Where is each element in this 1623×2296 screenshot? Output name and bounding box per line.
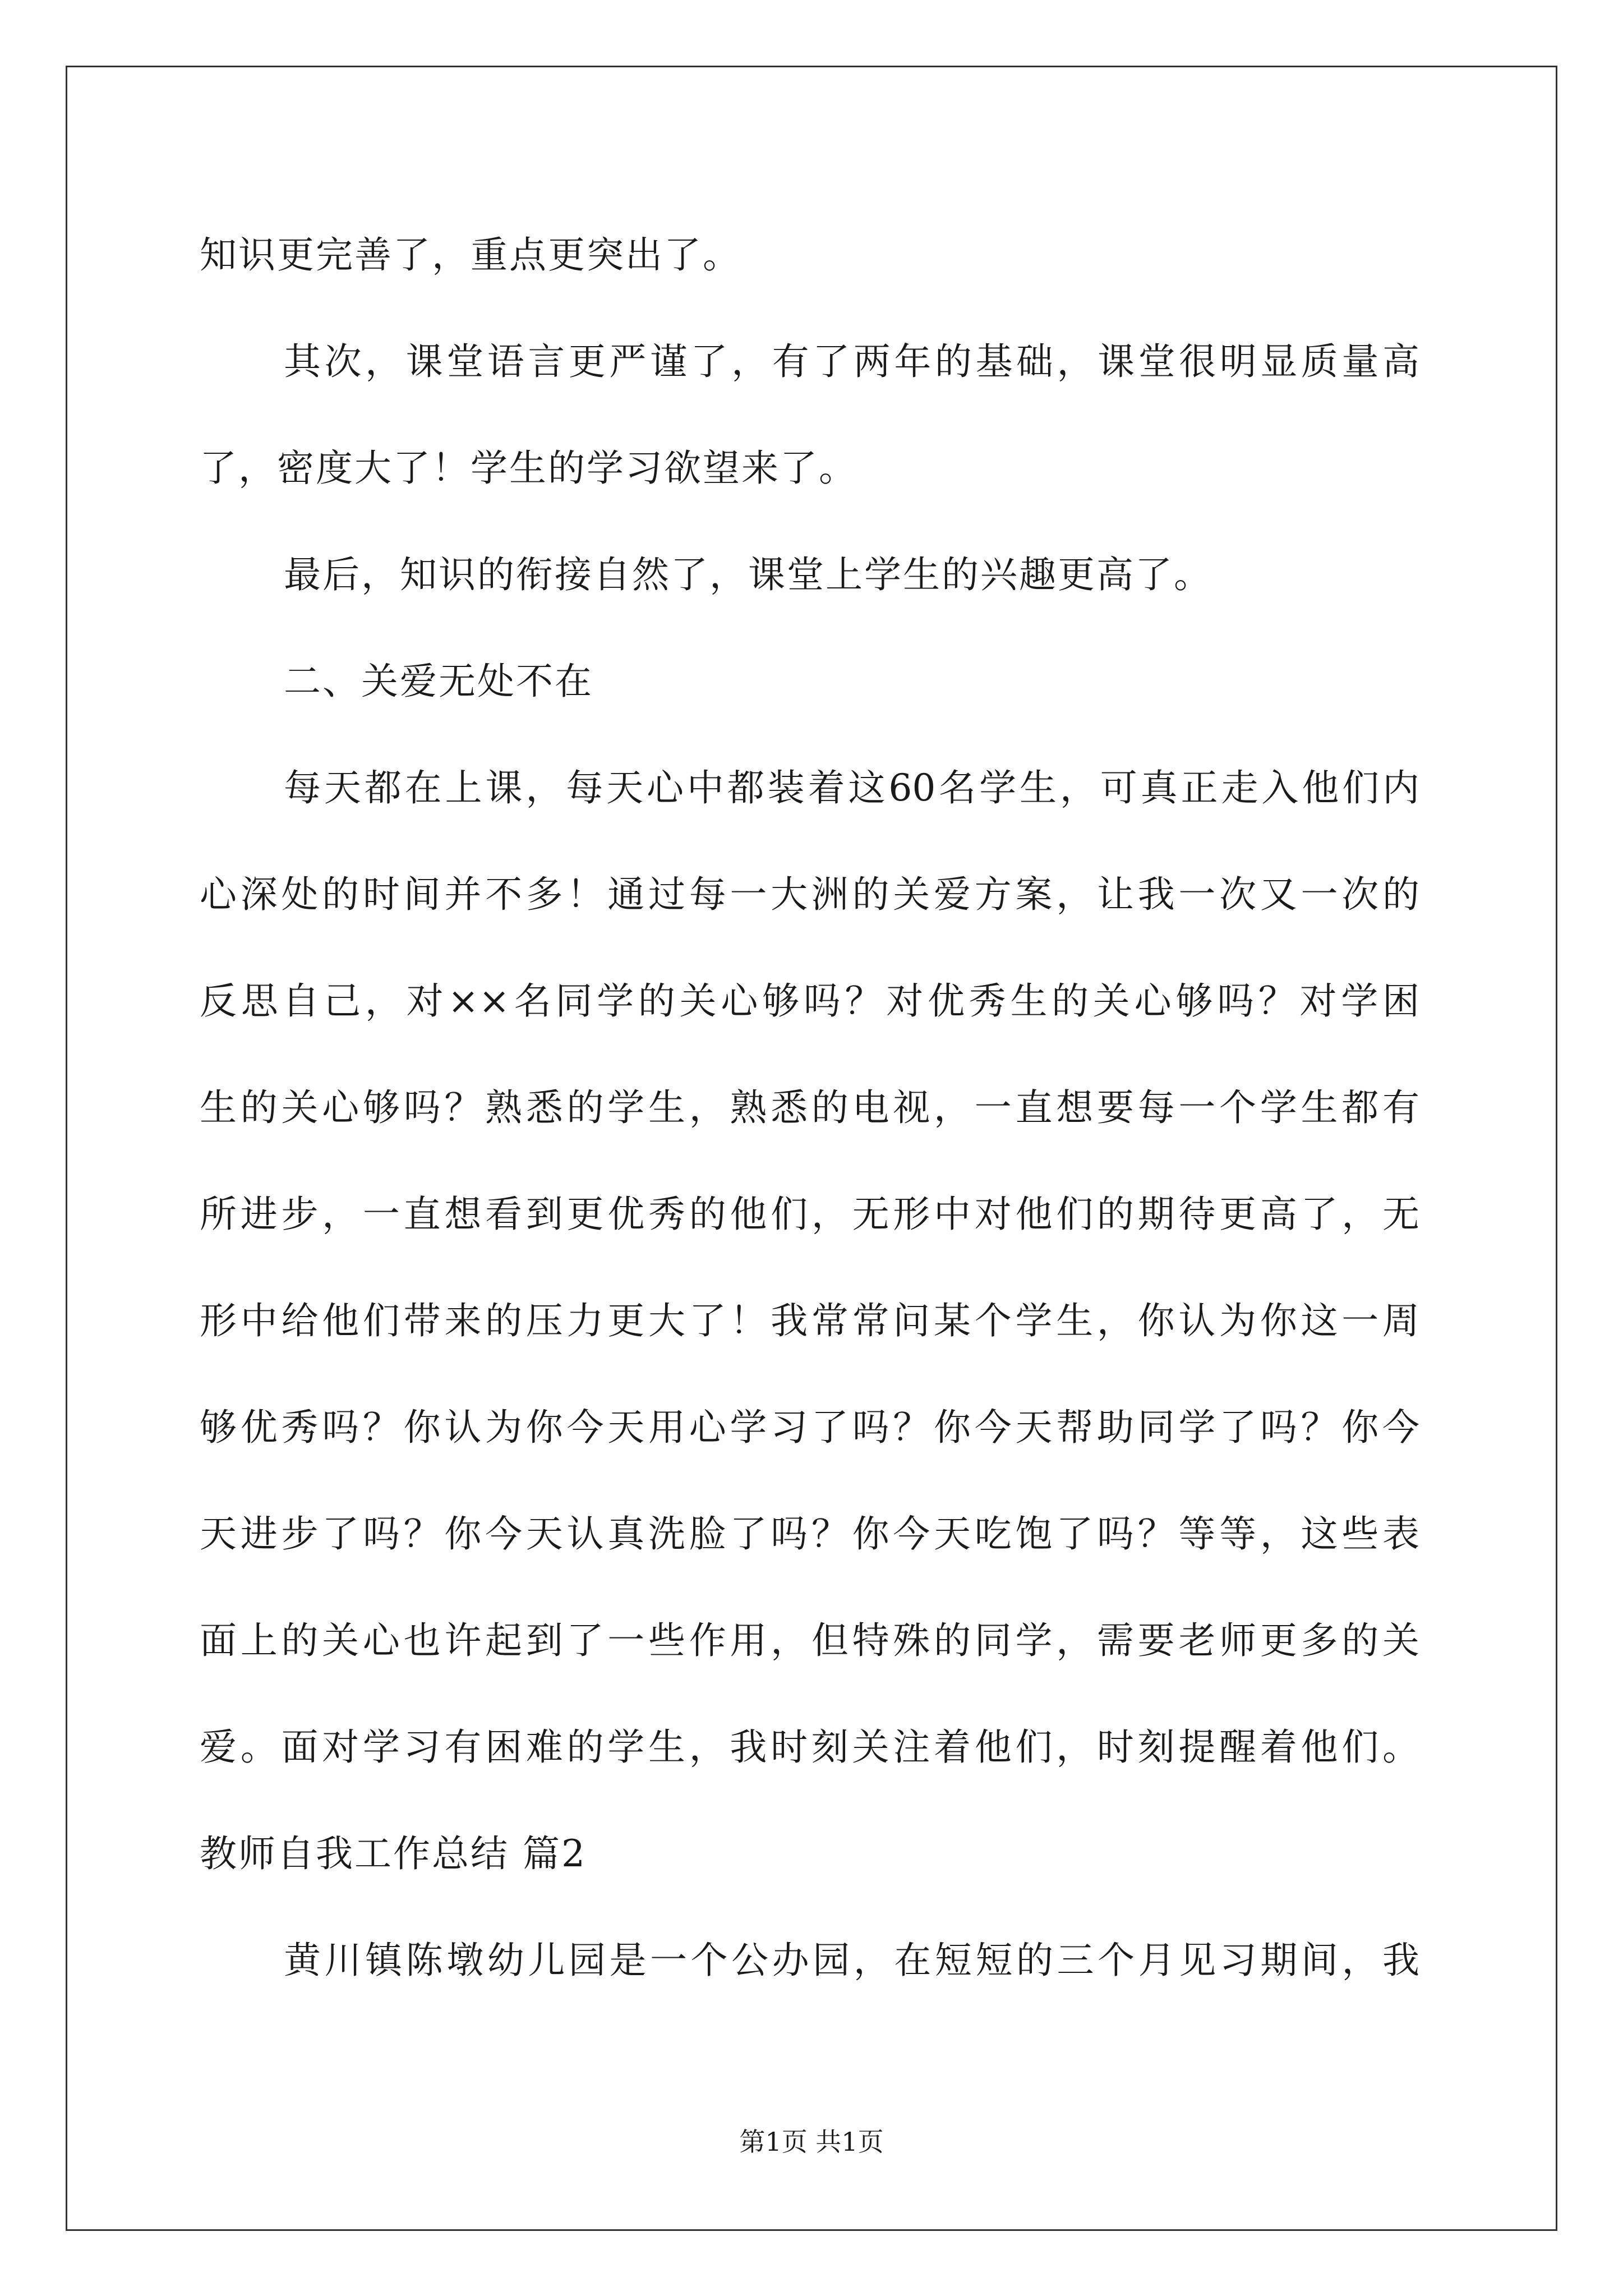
text-line: 爱。面对学习有困难的学生，我时刻关注着他们，时刻提醒着他们。 (200, 1726, 1419, 1769)
text-line: 了，密度大了！学生的学习欲望来了。 (200, 447, 857, 490)
text-line: 反思自己，对××名同学的关心够吗？对优秀生的关心够吗？对学困 (200, 979, 1419, 1023)
text-line: 形中给他们带来的压力更大了！我常常问某个学生，你认为你这一周 (200, 1299, 1419, 1342)
text-line: 每天都在上课，每天心中都装着这60名学生，可真正走入他们内 (284, 766, 1419, 809)
text-line: 够优秀吗？你认为你今天用心学习了吗？你今天帮助同学了吗？你今 (200, 1406, 1419, 1449)
text-line: 天进步了吗？你今天认真洗脸了吗？你今天吃饱了吗？等等，这些表 (200, 1512, 1419, 1556)
page-footer: 第1页 共1页 (739, 2127, 884, 2157)
article-title: 教师自我工作总结 篇2 (200, 1832, 587, 1875)
text-line: 面上的关心也许起到了一些作用，但特殊的同学，需要老师更多的关 (200, 1619, 1419, 1662)
section-heading: 二、关爱无处不在 (284, 660, 593, 703)
text-line: 黄川镇陈墩幼儿园是一个公办园，在短短的三个月见习期间，我 (284, 1939, 1419, 1982)
page-border (66, 66, 1557, 2231)
text-line: 生的关心够吗？熟悉的学生，熟悉的电视，一直想要每一个学生都有 (200, 1086, 1419, 1129)
text-line: 其次，课堂语言更严谨了，有了两年的基础，课堂很明显质量高 (284, 340, 1419, 383)
text-line: 最后，知识的衔接自然了，课堂上学生的兴趣更高了。 (284, 553, 1212, 596)
text-line: 心深处的时间并不多！通过每一大洲的关爱方案，让我一次又一次的 (200, 873, 1419, 916)
text-line: 所进步，一直想看到更优秀的他们，无形中对他们的期待更高了，无 (200, 1193, 1419, 1236)
text-line: 知识更完善了，重点更突出了。 (200, 233, 741, 277)
